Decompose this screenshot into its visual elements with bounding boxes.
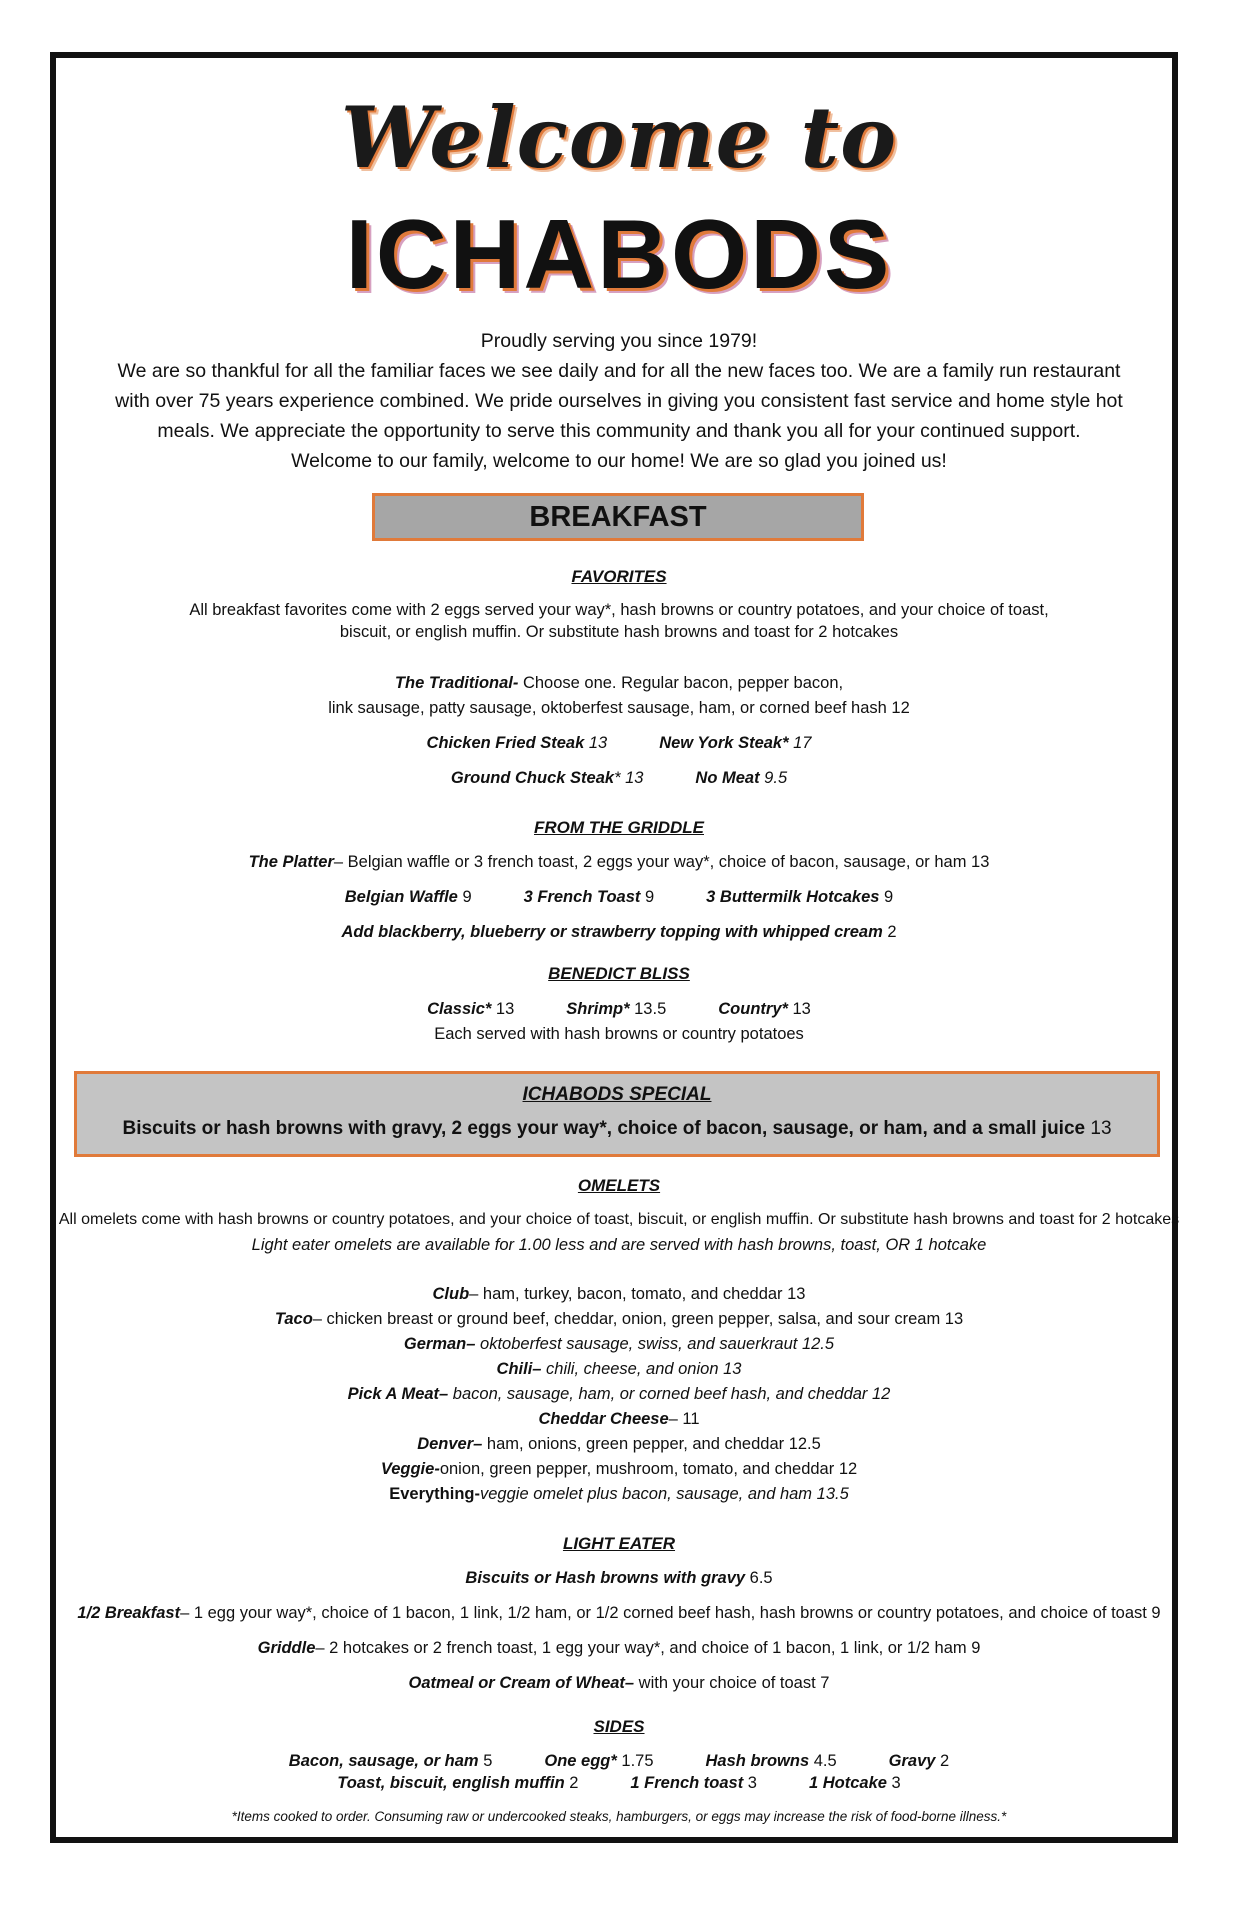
item-price: 13 [787, 1000, 811, 1018]
item-desc: – Belgian waffle or 3 french toast, 2 eggs your way*, choice of bacon, sausage, or ham 13 [333, 853, 990, 871]
item-name: Griddle [257, 1639, 316, 1657]
platter-item [0, 853, 1238, 872]
favorites-row [0, 769, 1238, 788]
item-name: Classic* [427, 1000, 492, 1018]
item-price: 2 [935, 1752, 950, 1770]
item-name: Country* [718, 1000, 788, 1018]
sides-row [0, 1752, 1238, 1771]
item-price: 9 [457, 888, 472, 906]
item-desc: with your choice of toast 7 [634, 1674, 830, 1692]
light-eater-item [0, 1569, 1238, 1588]
item-desc: chili, cheese, and onion 13 [541, 1360, 742, 1378]
item-desc: oktoberfest sausage, swiss, and sauerkraut 12.5 [475, 1335, 835, 1353]
favorites-title: FAVORITES [571, 567, 667, 586]
item-name: 1/2 Breakfast [77, 1604, 181, 1622]
sides-row [0, 1774, 1238, 1793]
item-name: No Meat [695, 769, 760, 787]
item-price: 13 [491, 1000, 515, 1018]
traditional-desc: link sausage, patty sausage, oktoberfest sausage, ham, or corned beef hash 12 [328, 699, 910, 717]
special-desc [77, 1118, 1157, 1140]
favorites-desc: biscuit, or english muffin. Or substitute hash browns and toast for 2 hotcakes [339, 623, 899, 641]
item-name: Ground Chuck Steak [450, 769, 615, 787]
item-desc: Choose one. Regular bacon, pepper bacon, [518, 674, 844, 692]
intro-line: Welcome to our family, welcome to our home! We are so glad you joined us! [291, 450, 947, 472]
benedict-row [0, 1000, 1238, 1019]
item-name: Club [432, 1285, 470, 1303]
item-name: Oatmeal or Cream of Wheat– [408, 1674, 635, 1692]
item-name: Gravy [888, 1752, 936, 1770]
item-name: Bacon, sausage, or ham [288, 1752, 479, 1770]
ichabods-special-box [74, 1071, 1160, 1157]
omelet-item [0, 1485, 1238, 1504]
item-name: Hash browns [705, 1752, 810, 1770]
intro-line: with over 75 years experience combined. We pride ourselves in giving you consistent fast service and home style hot [115, 390, 1123, 412]
omelet-item [0, 1335, 1238, 1354]
item-name: Biscuits or Hash browns with gravy [465, 1569, 746, 1587]
item-price: 2 [882, 923, 897, 941]
item-name: Cheddar Cheese [538, 1410, 669, 1428]
benedict-note: Each served with hash browns or country potatoes [434, 1025, 804, 1043]
restaurant-name: ICHABODS [345, 199, 893, 309]
topping-addon [0, 923, 1238, 942]
item-desc: bacon, sausage, ham, or corned beef hash, and cheddar 12 [448, 1385, 891, 1403]
sides-title: SIDES [593, 1717, 645, 1736]
item-name: Chicken Fried Steak [426, 734, 585, 752]
omelet-item [0, 1310, 1238, 1329]
item-name: Add blackberry, blueberry or strawberry topping with whipped cream [341, 923, 883, 941]
special-price: 13 [1085, 1118, 1112, 1139]
item-price: 9 [640, 888, 655, 906]
item-desc: ham, onions, green pepper, and cheddar 12.5 [482, 1435, 821, 1453]
special-title: ICHABODS SPECIAL [522, 1084, 712, 1105]
item-price: 2 [564, 1774, 579, 1792]
item-name: Veggie- [380, 1460, 440, 1478]
item-name: Chili– [496, 1360, 542, 1378]
light-eater-item [0, 1639, 1238, 1658]
special-text: Biscuits or hash browns with gravy, 2 eggs your way*, choice of bacon, sausage, or ham, and a small juice [122, 1118, 1086, 1139]
item-name: Denver– [417, 1435, 483, 1453]
item-name: 1 Hotcake [808, 1774, 887, 1792]
item-name: The Traditional- [394, 674, 519, 692]
item-name: Everything- [389, 1485, 480, 1503]
griddle-title: FROM THE GRIDDLE [534, 818, 704, 837]
omelet-item [0, 1360, 1238, 1379]
item-desc: 6.5 [745, 1569, 773, 1587]
item-desc: onion, green pepper, mushroom, tomato, and cheddar 12 [439, 1460, 858, 1478]
breakfast-heading: BREAKFAST [372, 493, 864, 541]
item-desc: – 1 egg your way*, choice of 1 bacon, 1 link, 1/2 ham, or 1/2 corned beef hash, hash browns or country potatoes, and choice of toast 9 [180, 1604, 1161, 1622]
item-desc: – ham, turkey, bacon, tomato, and cheddar 13 [469, 1285, 806, 1303]
item-price: 13 [584, 734, 608, 752]
omelet-item [0, 1410, 1238, 1429]
item-name: 3 French Toast [523, 888, 641, 906]
item-name: German– [403, 1335, 476, 1353]
item-price: 4.5 [809, 1752, 837, 1770]
item-price: 3 [743, 1774, 757, 1792]
griddle-row [0, 888, 1238, 907]
item-price: 9.5 [759, 769, 788, 787]
item-name: Toast, biscuit, english muffin [337, 1774, 565, 1792]
intro-text [0, 326, 1238, 476]
light-eater-item [0, 1674, 1238, 1693]
item-price: 1.75 [616, 1752, 654, 1770]
item-price: 9 [879, 888, 894, 906]
omelet-item [0, 1460, 1238, 1479]
item-name: Pick A Meat– [347, 1385, 449, 1403]
intro-line: We are so thankful for all the familiar faces we see daily and for all the new faces too. We are a family run restaurant [117, 360, 1121, 382]
item-name: 1 French toast [630, 1774, 744, 1792]
item-price: 13.5 [629, 1000, 667, 1018]
benedict-title: BENEDICT BLISS [548, 964, 690, 983]
food-safety-footnote: *Items cooked to order. Consuming raw or undercooked steaks, hamburgers, or eggs may increase the risk of food-borne illness.* [231, 1809, 1007, 1824]
item-desc: – chicken breast or ground beef, cheddar, onion, green pepper, salsa, and sour cream 13 [312, 1310, 964, 1328]
item-name: Belgian Waffle [344, 888, 458, 906]
favorites-row [0, 734, 1238, 753]
intro-line: meals. We appreciate the opportunity to serve this community and thank you all for your continued support. [157, 420, 1081, 442]
item-desc: – 11 [668, 1410, 700, 1428]
omelet-item [0, 1385, 1238, 1404]
intro-line: Proudly serving you since 1979! [480, 330, 758, 352]
light-eater-title: LIGHT EATER [562, 1534, 676, 1553]
light-eater-note: Light eater omelets are available for 1.00 less and are served with hash browns, toast, OR 1 hotcake [251, 1236, 987, 1254]
item-desc: veggie omelet plus bacon, sausage, and ham 13.5 [480, 1485, 849, 1503]
welcome-heading: Welcome to [340, 88, 898, 187]
item-price: * 13 [614, 769, 644, 787]
item-name: The Platter [248, 853, 334, 871]
omelet-item [0, 1435, 1238, 1454]
item-price: 5 [478, 1752, 493, 1770]
item-price: 3 [886, 1774, 901, 1792]
item-price: 17 [788, 734, 812, 752]
omelets-desc: All omelets come with hash browns or country potatoes, and your choice of toast, biscuit, or english muffin. Or substitute hash browns and toast for 2 hotcakes [58, 1211, 1180, 1228]
item-name: New York Steak* [659, 734, 789, 752]
omelet-item [0, 1285, 1238, 1304]
item-desc: – 2 hotcakes or 2 french toast, 1 egg your way*, and choice of 1 bacon, 1 link, or 1/2 ham 9 [315, 1639, 981, 1657]
omelets-title: OMELETS [577, 1176, 661, 1195]
item-name: 3 Buttermilk Hotcakes [706, 888, 880, 906]
favorites-desc: All breakfast favorites come with 2 eggs served your way*, hash browns or country potatoes, and your choice of toast, [189, 601, 1049, 619]
item-name: Shrimp* [566, 1000, 630, 1018]
traditional-item [0, 674, 1238, 693]
light-eater-item [0, 1604, 1238, 1623]
item-name: Taco [274, 1310, 313, 1328]
item-name: One egg* [544, 1752, 617, 1770]
